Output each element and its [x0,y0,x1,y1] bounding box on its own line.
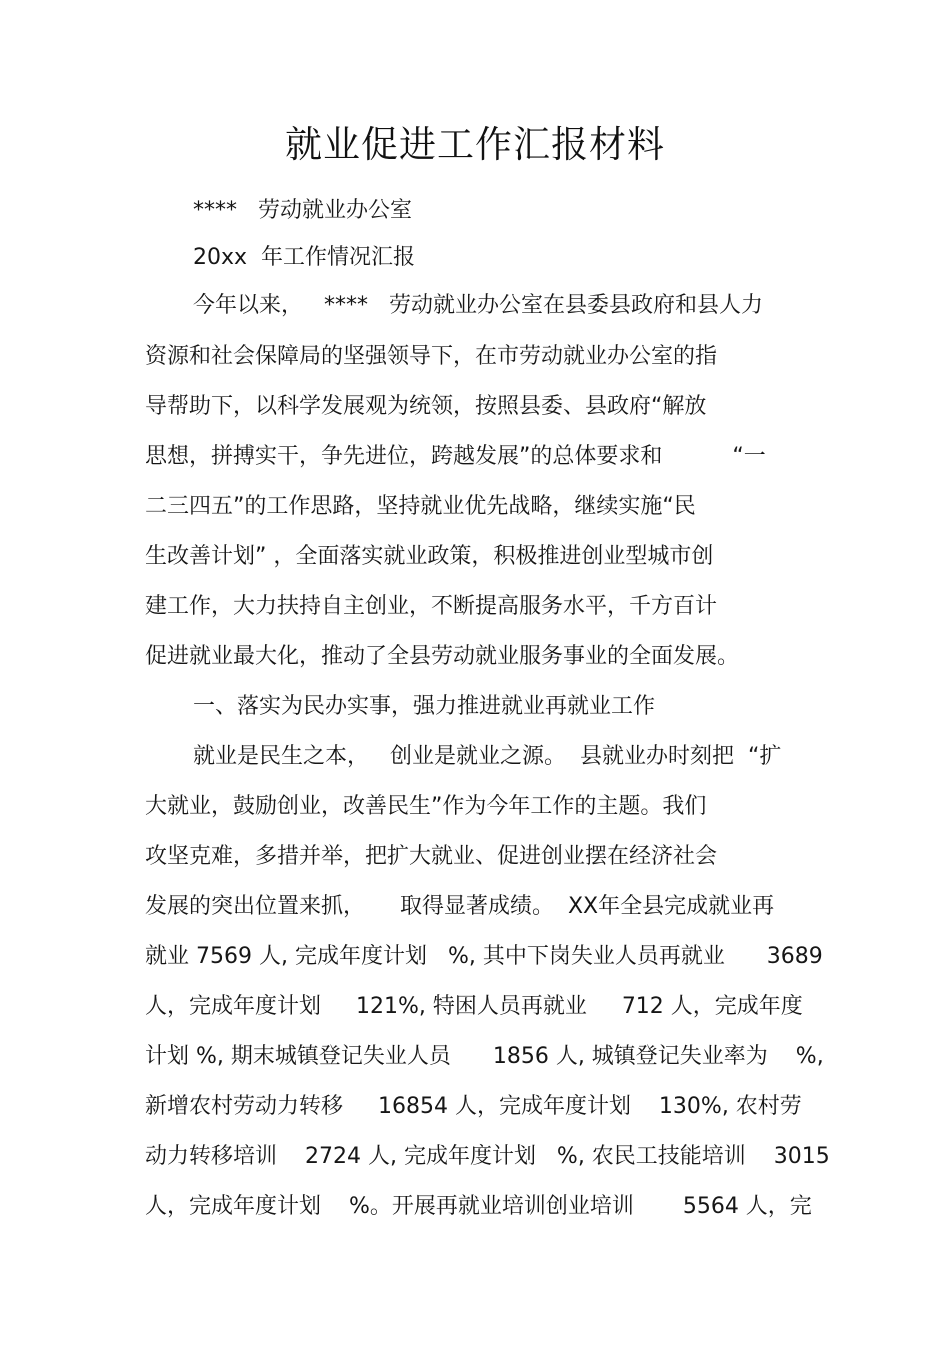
text-line: 就业是民生之本， 创业是就业之源。 县就业办时刻把 “扩 [193,744,782,769]
text-line: 动力转移培训 2724 人, 完成年度计划 %, 农民工技能培训 3015 [145,1144,830,1169]
text-line: 新增农村劳动力转移 16854 人，完成年度计划 130%, 农村劳 [145,1094,802,1119]
text-line: 建工作，大力扶持自主创业，不断提高服务水平，千方百计 [145,594,718,619]
text-line: 20xx 年工作情况汇报 [193,245,416,270]
text-line: 就业 7569 人, 完成年度计划 %, 其中下岗失业人员再就业 3689 [145,944,823,969]
text-line: 生改善计划” ，全面落实就业政策，积极推进创业型城市创 [145,544,714,569]
text-line: 资源和社会保障局的坚强领导下，在市劳动就业办公室的指 [145,344,718,369]
text-line: 发展的突出位置来抓， 取得显著成绩。 XX年全县完成就业再 [145,894,775,919]
text-line: 导帮助下，以科学发展观为统领，按照县委、县政府“解放 [145,394,707,419]
document-title: 就业促进工作汇报材料 [285,123,665,166]
text-line: 今年以来， **** 劳动就业办公室在县委县政府和县人力 [193,293,763,318]
section-heading: 一、落实为民办实事，强力推进就业再就业工作 [193,694,656,719]
text-line: **** 劳动就业办公室 [193,198,412,223]
text-line: 二三四五”的工作思路，坚持就业优先战略，继续实施“民 [145,494,696,519]
text-line: 计划 %, 期末城镇登记失业人员 1856 人, 城镇登记失业率为 %, [145,1044,824,1069]
text-line: 攻坚克难，多措并举，把扩大就业、促进创业摆在经济社会 [145,844,718,869]
text-line: 人，完成年度计划 121%, 特困人员再就业 712 人，完成年度 [145,994,803,1019]
text-line: 促进就业最大化，推动了全县劳动就业服务事业的全面发展。 [145,644,740,669]
text-line: 大就业，鼓励创业，改善民生”作为今年工作的主题。我们 [145,794,707,819]
text-line: 人，完成年度计划 %。开展再就业培训创业培训 5564 人，完 [145,1194,812,1219]
text-line: 思想，拼搏实干，争先进位，跨越发展”的总体要求和 “一 [145,444,766,469]
